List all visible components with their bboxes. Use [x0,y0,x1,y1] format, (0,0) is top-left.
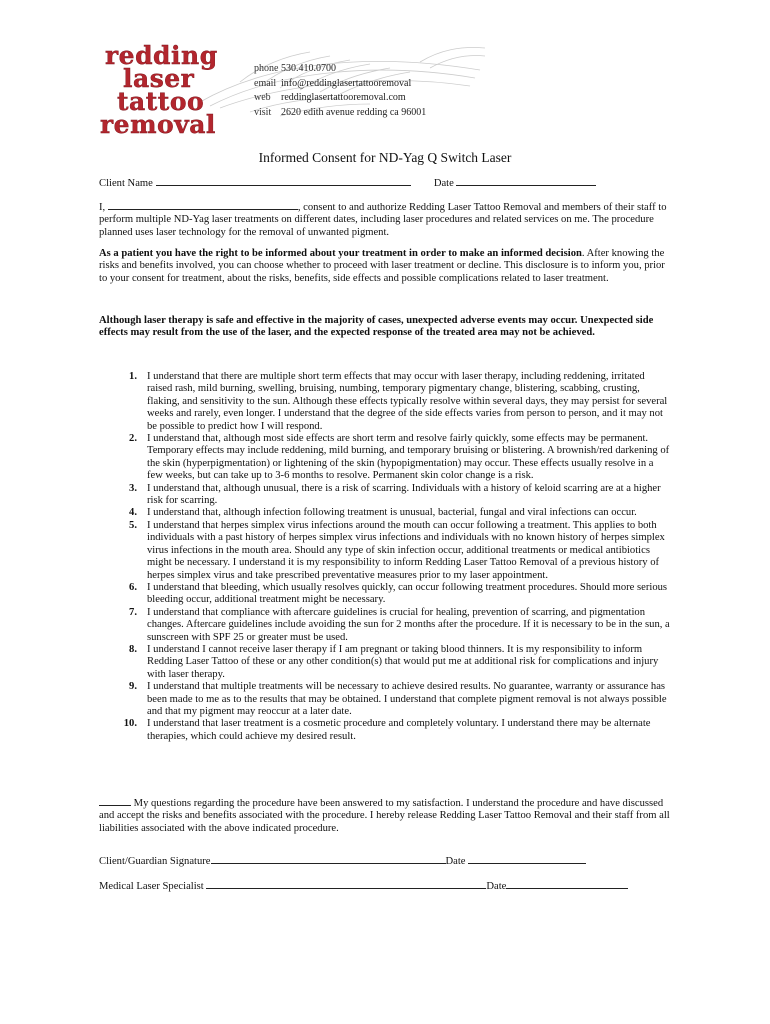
risk-item [99,718,671,743]
risks-list [99,371,671,743]
risk-item-number: 3. [129,482,137,494]
signature-label: Client/Guardian Signature [99,856,211,867]
risk-item-number: 10. [123,718,137,730]
phone-label: phone [254,63,279,74]
risk-item-number: 4. [129,507,137,519]
specialist-date-field[interactable] [506,879,628,889]
company-logo [100,41,230,139]
risk-item-text: I understand that, although infection following treatment is unusual, bacterial, fungal and viral infections can occur. [147,507,637,519]
rights-bold-text: As a patient you have the right to be informed about your treatment in order to make an informed decision [99,248,582,259]
risk-item [99,520,671,582]
contact-email [254,77,514,92]
risk-item-text: I understand that herpes simplex virus infections around the mouth can occur following a treatment. This applies to both individuals with a past history of herpes simplex virus infections and individuals with no known history of herpes simplex virus infections in the mouth area. Should any type of skin infection occur, additional treatments or medical antibiotics might be necessary. I understand it is my responsibility to inform Redding Laser Tattoo Removal of a previous history of herpes simplex virus and take prescribed preventative measures prior to my laser appointment. [147,519,665,581]
logo-line-3: tattoo [117,87,205,116]
risk-item [99,371,671,433]
logo-line-4: removal [100,110,216,139]
consent-paragraph [99,200,671,239]
contact-visit [254,106,514,121]
email-value: info@reddinglasertattooremoval [281,77,412,89]
specialist-row [99,879,671,893]
risk-item [99,681,671,718]
consent-name-field[interactable] [108,200,298,210]
risk-item-text: I understand that compliance with aftercare guidelines is crucial for healing, prevention of scarring, and pigmentation changes. Aftercare guidelines include avoiding the sun for 2 months after the procedure. If it is necessary to be in the sun, a sunscreen with SPF 25 or greater must be used. [147,606,670,643]
web-value: reddinglasertattooremoval.com [281,92,406,103]
signature-field[interactable] [211,854,446,864]
risk-item-text: I understand that multiple treatments will be necessary to achieve desired results. No guarantee, warranty or assurance has been made to me as to the results that may be obtained. I understand that complete pigment removal is not always possible and that my pigment may reoccur at a later date. [147,681,667,717]
risks-ordered-list [99,371,671,743]
logo-line-2: laser [123,64,195,93]
consent-i-label: I, [99,202,106,213]
date-field[interactable] [456,176,596,186]
risk-item [99,582,671,607]
questions-paragraph [99,796,671,835]
risk-item-text: I understand that, although most side effects are short term and resolve fairly quickly, some effects may be permanent. Temporary effects may include reddening, mild burning, and temporary bruising or blistering. A brownish/red darkening of the skin (hyperpigmentation) or lightening of the skin (hypopigmentation) may occur. These effects usually resolve in a few weeks, but can take up to 3-6 months to resolve. Permanent skin color change is a risk. [147,433,670,482]
risk-item-number: 2. [129,433,137,445]
date-label: Date [433,178,454,189]
risk-item-text: I understand that there are multiple short term effects that may occur with laser therapy, including reddening, irritated raised rash, mild burning, swelling, bruising, numbing, temporary pigmentary change, blistering, scabbing, crusting, flaking, and sensitivity to the sun. Although these effects typically resolve within several days, they may persist for several weeks and rarely, even longer. I understand that the degree of the side effects varies from person to person, and it may not be possible to predict how I will respond. [147,371,668,432]
risk-item-number: 7. [129,606,137,618]
risk-item-number: 5. [129,519,137,531]
warning-paragraph: Although laser therapy is safe and effective in the majority of cases, unexpected adverse events may occur. Unexpected side effects may result from the use of the laser, and the expected response of the treated area may not be achieved. [99,315,654,339]
client-name-row [99,176,671,190]
contact-info [254,62,514,120]
document-title: Informed Consent for ND-Yag Q Switch Laser [258,150,512,165]
risk-item-text: I understand I cannot receive laser therapy if I am pregnant or taking blood thinners. It is my responsibility to inform Redding Laser Tattoo of these or any other condition(s) that would put me at additional risk for complications and injury with laser therapy. [147,643,659,680]
questions-text: My questions regarding the procedure have been answered to my satisfaction. I understand the procedure and have discussed and accept the risks and benefits associated with the procedure. I hereby release Redding Laser Tattoo Removal and their staff from all liabilities associated with the above indicated procedure. [99,798,670,834]
client-name-label: Client Name [99,178,153,189]
web-label: web [254,92,271,103]
phone-value: 530.410.0700 [281,63,336,74]
risk-item-text: I understand that, although unusual, there is a risk of scarring. Individuals with a history of keloid scarring are at a higher risk for scarring. [147,482,661,507]
risk-item [99,607,671,644]
risk-item [99,433,671,483]
rights-paragraph [99,248,671,285]
initials-field[interactable] [99,796,131,806]
risk-item [99,507,671,519]
email-label: email [254,77,277,89]
specialist-date-label: Date [486,881,507,892]
risk-item-number: 1. [129,371,137,382]
risk-item-number: 8. [129,643,137,655]
risk-item-number: 6. [129,581,137,593]
signature-row [99,854,671,868]
rights-text: . After knowing the risks and benefits involved, you can choose whether to proceed with laser treatment or decline. This disclosure is to inform you, prior to your consent for treatment, about the risks, benefits, side effects and possible complications related to laser treatment. [99,248,665,284]
risk-item-text: I understand that bleeding, which usually resolves quickly, can occur following treatment procedures. Should more serious bleeding occur, additional treatment might be necessary. [147,581,668,606]
specialist-field[interactable] [206,879,486,889]
contact-phone [254,62,514,77]
visit-label: visit [254,106,272,118]
signature-date-label: Date [445,856,466,867]
risk-item [99,644,671,681]
logo-line-1: redding [105,41,218,70]
risk-item-number: 9. [129,681,137,693]
signature-date-field[interactable] [468,854,586,864]
visit-value: 2620 edith avenue redding ca 96001 [281,106,427,118]
risk-item-text: I understand that laser treatment is a cosmetic procedure and completely voluntary. I understand there may be alternate therapies, which could achieve my desired result. [147,718,651,742]
consent-text: , consent to and authorize Redding Laser Tattoo Removal and members of their staff to perform multiple ND-Yag laser treatments on different dates, including laser procedures and related services on me. The procedure planned uses laser technology for the removal of unwanted pigment. [99,202,667,238]
risk-item [99,483,671,508]
client-name-field[interactable] [156,176,411,186]
specialist-label: Medical Laser Specialist [99,881,204,892]
contact-web [254,91,514,106]
